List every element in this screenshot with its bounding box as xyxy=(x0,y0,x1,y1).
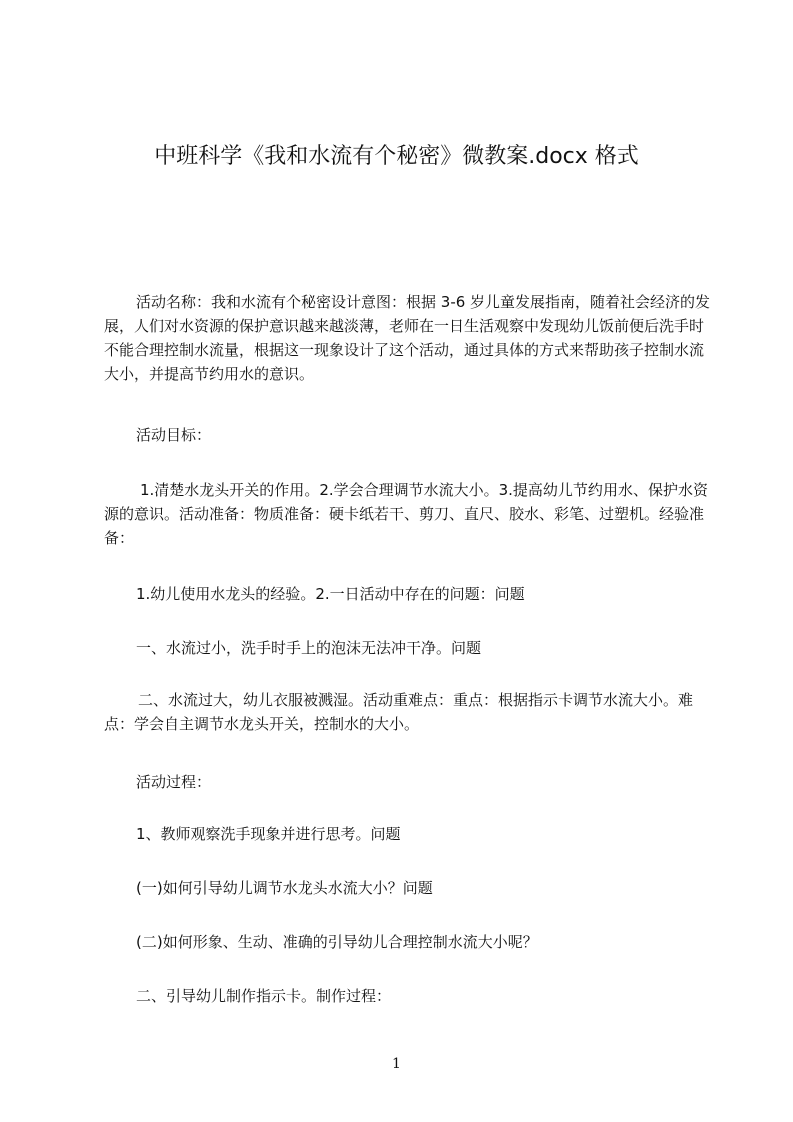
paragraph-process-heading: 活动过程： xyxy=(136,773,212,791)
paragraph-activity-name: 活动名称：我和水流有个秘密设计意图：根据 3-6 岁儿童发展指南，随着社会经济的发展，人们对水资源的保护意识越来越淡薄，老师在一日生活观察中发现幼儿饭前便后洗手时不能合理控制水流量，根据这一现象设计了这个活动，通过具体的方式来帮助孩子控制水流大小，并提高节约用水的意识。 xyxy=(104,293,711,383)
paragraph-problem-one: 一、水流过小，洗手时手上的泡沫无法冲干净。问题 xyxy=(136,639,482,657)
document-title: 中班科学《我和水流有个秘密》微教案.docx 格式 xyxy=(154,144,639,169)
paragraph-step-one: 1、教师观察洗手现象并进行思考。问题 xyxy=(136,825,401,843)
page-number: 1 xyxy=(392,1056,401,1072)
paragraph-goals-heading: 活动目标： xyxy=(136,426,212,444)
paragraph-question-one: (一)如何引导幼儿调节水龙头水流大小？问题 xyxy=(136,879,433,897)
paragraph-experience: 1.幼儿使用水龙头的经验。2.一日活动中存在的问题：问题 xyxy=(136,585,525,603)
paragraph-step-two: 二、引导幼儿制作指示卡。制作过程： xyxy=(136,987,392,1005)
paragraph-goals: 1.清楚水龙头开关的作用。2.学会合理调节水流大小。3.提高幼儿节约用水、保护水资源的意识。活动准备：物质准备：硬卡纸若干、剪刀、直尺、胶水、彩笔、过塑机。经验准备： xyxy=(104,481,708,547)
paragraph-problem-two: 二、水流过大，幼儿衣服被溅湿。活动重难点：重点：根据指示卡调节水流大小。难点：学会自主调节水龙头开关，控制水的大小。 xyxy=(104,691,694,733)
paragraph-question-two: (二)如何形象、生动、准确的引导幼儿合理控制水流大小呢？ xyxy=(136,933,538,951)
